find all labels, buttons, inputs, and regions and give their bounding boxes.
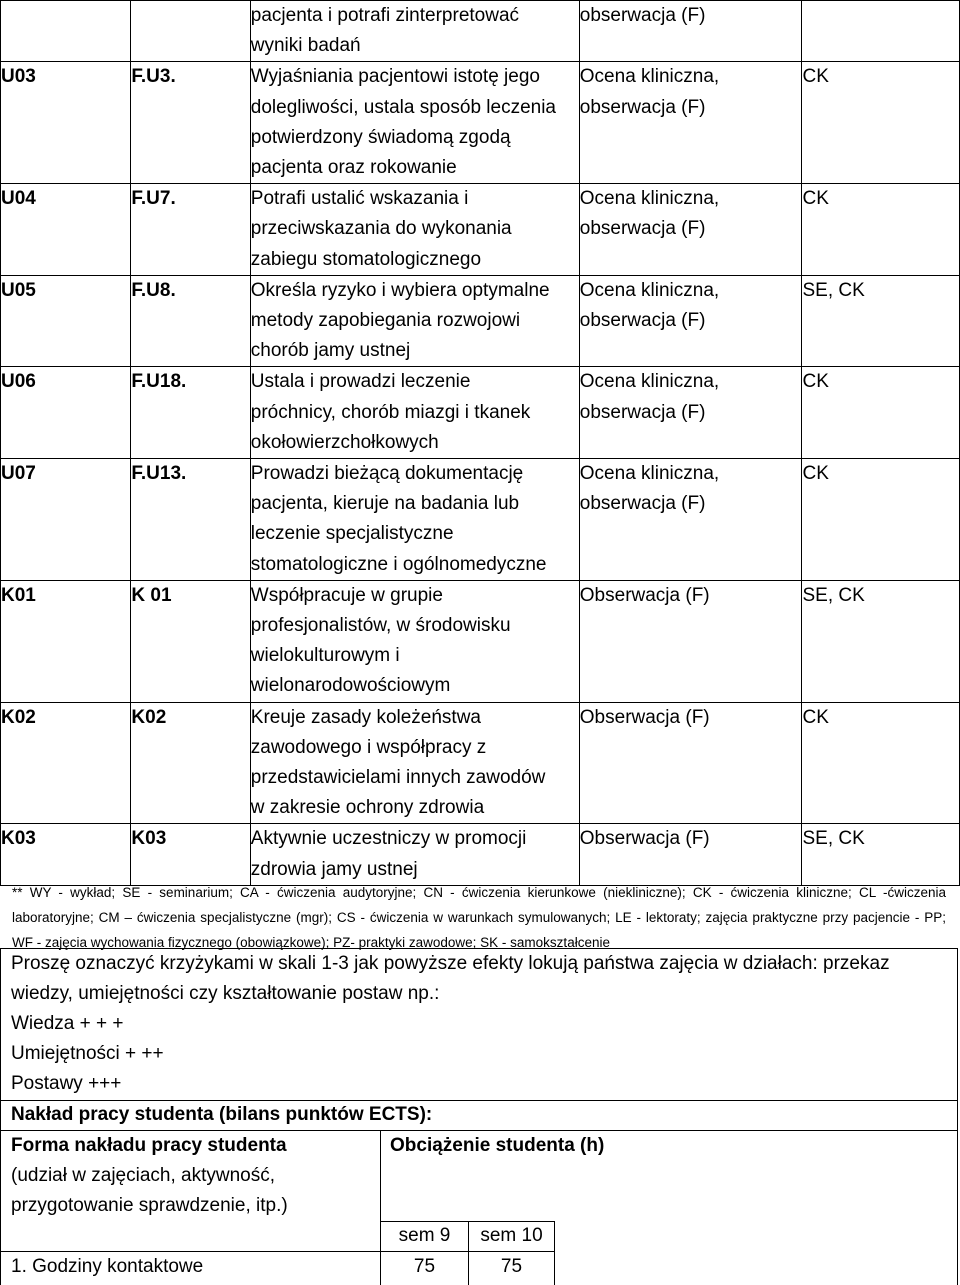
outcome-reference: K03 xyxy=(131,824,250,885)
workload-form-sub-1: (udział w zajęciach, aktywność, xyxy=(11,1165,275,1186)
knowledge-rating: Wiedza + + + xyxy=(11,1013,124,1034)
outcome-code: U06 xyxy=(1,367,131,459)
method-line: obserwacja (F) xyxy=(579,401,706,423)
description-line: pacjenta i potrafi zinterpretować xyxy=(250,5,520,26)
outcome-reference: F.U3. xyxy=(131,62,250,184)
description-line: metody zapobiegania rozwojowi xyxy=(250,310,521,332)
table-row xyxy=(1,1,960,62)
description-line: przedstawicielami innych zawodów xyxy=(250,767,546,789)
workload-form-sub-2: przygotowanie sprawdzenie, itp.) xyxy=(11,1195,288,1216)
outcome-code: U04 xyxy=(1,184,131,276)
verification-method xyxy=(579,1,802,62)
semester-10-header: sem 10 xyxy=(480,1225,543,1246)
description-line: Określa ryzyko i wybiera optymalne xyxy=(250,279,550,301)
outcome-description xyxy=(250,1,579,62)
outcome-description xyxy=(250,580,579,702)
table-row xyxy=(1,275,960,367)
outcome-reference xyxy=(131,1,250,62)
class-form: SE, CK xyxy=(802,824,960,885)
outcome-reference: F.U18. xyxy=(131,367,250,459)
method-line: Ocena kliniczna, xyxy=(579,463,720,485)
outcome-description xyxy=(250,275,579,367)
class-form: CK xyxy=(802,702,960,824)
description-line: Aktywnie uczestniczy w promocji xyxy=(250,828,527,850)
footnote-text: ** WY - wykład; SE - seminarium; CA - ćwiczenia audytoryjne; CN - ćwiczenia kierunkowe (niekliniczne); CK - ćwiczenia kliniczne; CL -ćwiczenia laboratoryjne; CM – ćwiczenia specjalistyczne (mgr); CS - ćwiczenia w warunkach symulowanych; LE - lektoraty; zajęcia praktyczne przy pacjencie - PP; WF - zajęcia wychowania fizycznego (obowiązkowe); PZ- praktyki zawodowe; SK - samokształcenie xyxy=(12,885,946,950)
method-line: obserwacja (F) xyxy=(579,310,706,332)
method-line: Ocena kliniczna, xyxy=(579,66,720,88)
table-row xyxy=(1,184,960,276)
workload-load-header: Obciążenie studenta (h) xyxy=(390,1135,605,1156)
instruction-line-2: wiedzy, umiejętności czy kształtowanie postaw np.: xyxy=(11,983,440,1004)
table-row xyxy=(1,824,960,885)
verification-method xyxy=(579,62,802,184)
class-form: SE, CK xyxy=(802,275,960,367)
instruction-line-1: Proszę oznaczyć krzyżykami w skali 1-3 jak powyższe efekty lokują państwa zajęcia w działach: przekaz xyxy=(11,953,890,974)
method-line: Ocena kliniczna, xyxy=(579,188,720,210)
column-divider xyxy=(554,1221,555,1285)
description-line: Wyjaśniania pacjentowi istotę jego xyxy=(250,66,540,88)
table-row xyxy=(1,702,960,824)
contact-hours-sem-10: 75 xyxy=(500,1256,523,1277)
table-row xyxy=(1,580,960,702)
verification-method xyxy=(579,275,802,367)
class-form: CK xyxy=(802,62,960,184)
outcome-code xyxy=(1,1,131,62)
outcome-description xyxy=(250,824,579,885)
description-line: stomatologiczne i ogólnomedyczne xyxy=(250,553,547,575)
description-line: okołowierzchołkowych xyxy=(250,431,439,453)
class-form: CK xyxy=(802,459,960,581)
contact-hours-sem-9: 75 xyxy=(413,1256,436,1277)
outcome-reference: F.U8. xyxy=(131,275,250,367)
verification-method xyxy=(579,824,802,885)
method-line: Ocena kliniczna, xyxy=(579,371,720,393)
outcome-description xyxy=(250,459,579,581)
description-line: dolegliwości, ustala sposób leczenia xyxy=(250,96,556,118)
outcome-reference: F.U7. xyxy=(131,184,250,276)
description-line: potwierdzony świadomą zgodą xyxy=(250,126,511,148)
verification-method xyxy=(579,580,802,702)
outcome-code: K03 xyxy=(1,824,131,885)
description-line: pacjenta, kieruje na badania lub xyxy=(250,493,520,515)
method-line: obserwacja (F) xyxy=(579,96,706,118)
method-line: Obserwacja (F) xyxy=(579,706,710,728)
description-line: przeciwskazania do wykonania xyxy=(250,218,512,240)
verification-method xyxy=(579,702,802,824)
outcome-code: K01 xyxy=(1,580,131,702)
description-line: Ustala i prowadzi leczenie xyxy=(250,371,471,393)
verification-method xyxy=(579,367,802,459)
method-line: Obserwacja (F) xyxy=(579,584,710,606)
verification-method xyxy=(579,459,802,581)
description-line: pacjenta oraz rokowanie xyxy=(250,157,457,179)
abbreviations-footnote xyxy=(12,880,946,955)
outcome-code: U03 xyxy=(1,62,131,184)
description-line: próchnicy, chorób miazgi i tkanek xyxy=(250,401,531,423)
outcome-code: K02 xyxy=(1,702,131,824)
description-line: wyniki badań xyxy=(250,35,361,57)
class-form xyxy=(802,1,960,62)
method-line: obserwacja (F) xyxy=(579,218,706,240)
table-row xyxy=(1,459,960,581)
class-form: CK xyxy=(802,184,960,276)
semester-9-header: sem 9 xyxy=(398,1225,451,1246)
description-line: chorób jamy ustnej xyxy=(250,340,411,362)
outcome-description xyxy=(250,702,579,824)
description-line: profesjonalistów, w środowisku xyxy=(250,615,511,637)
contact-hours-label: 1. Godziny kontaktowe xyxy=(11,1256,204,1277)
description-line: Współpracuje w grupie xyxy=(250,584,443,606)
outcome-code: U07 xyxy=(1,459,131,581)
workload-heading: Nakład pracy studenta (bilans punktów ECTS): xyxy=(11,1104,433,1125)
method-line: Ocena kliniczna, xyxy=(579,279,720,301)
table-row xyxy=(1,62,960,184)
description-line: zdrowia jamy ustnej xyxy=(250,858,418,880)
skills-rating: Umiejętności + ++ xyxy=(11,1043,164,1064)
outcome-reference: F.U13. xyxy=(131,459,250,581)
description-line: leczenie specjalistyczne xyxy=(250,523,454,545)
description-line: zawodowego i współpracy z xyxy=(250,736,487,758)
outcome-code: U05 xyxy=(1,275,131,367)
outcome-description xyxy=(250,184,579,276)
description-line: Potrafi ustalić wskazania i xyxy=(250,188,469,210)
attitudes-rating: Postawy +++ xyxy=(11,1073,122,1094)
outcome-reference: K 01 xyxy=(131,580,250,702)
description-line: wielokulturowym i xyxy=(250,645,400,667)
table-row xyxy=(1,367,960,459)
description-line: Kreuje zasady koleżeństwa xyxy=(250,706,482,728)
outcome-description xyxy=(250,367,579,459)
outcome-reference: K02 xyxy=(131,702,250,824)
verification-method xyxy=(579,184,802,276)
workload-form-header: Forma nakładu pracy studenta xyxy=(11,1135,287,1156)
class-form: CK xyxy=(802,367,960,459)
method-line: obserwacja (F) xyxy=(579,493,706,515)
description-line: zabiegu stomatologicznego xyxy=(250,248,482,270)
description-line: Prowadzi bieżącą dokumentację xyxy=(250,463,524,485)
description-line: wielonarodowościowym xyxy=(250,675,451,697)
method-line: Obserwacja (F) xyxy=(579,828,710,850)
method-line: obserwacja (F) xyxy=(579,5,706,26)
description-line: w zakresie ochrony zdrowia xyxy=(250,797,485,819)
class-form: SE, CK xyxy=(802,580,960,702)
outcome-description xyxy=(250,62,579,184)
